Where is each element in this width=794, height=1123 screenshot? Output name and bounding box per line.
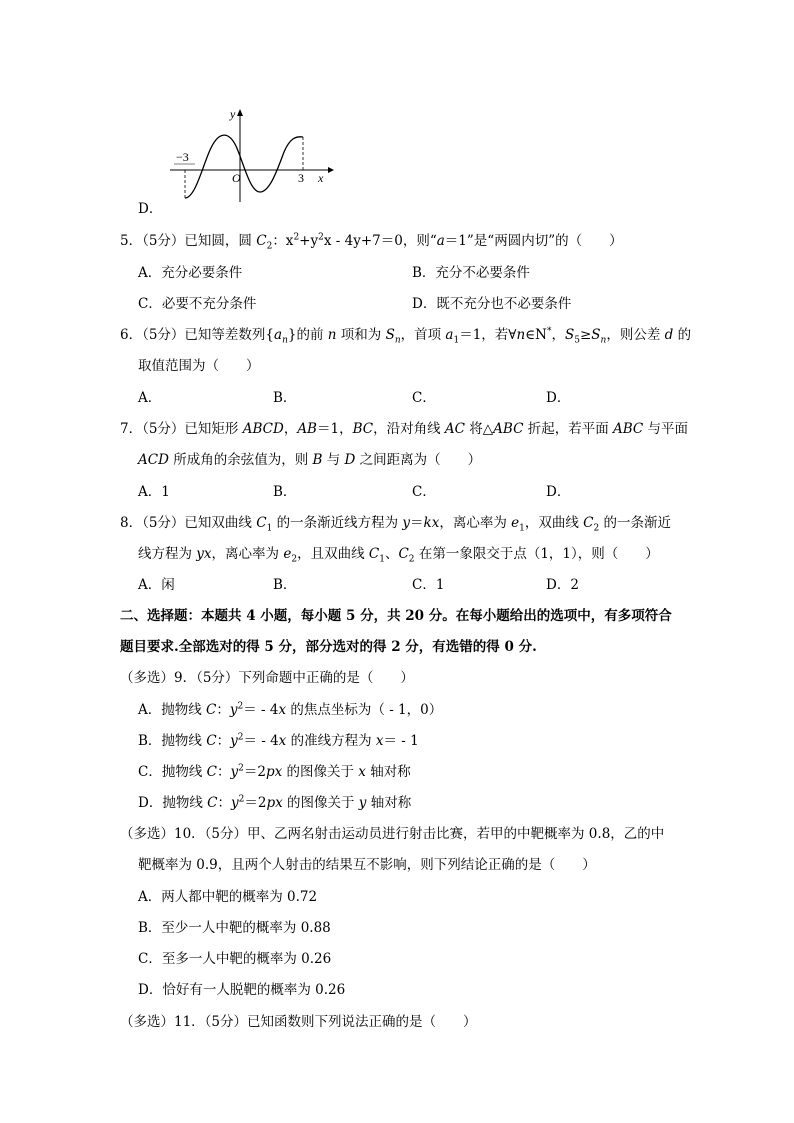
q9a-t1: A．抛物线: [138, 702, 207, 718]
q8-stem-line1: [120, 511, 672, 534]
q6-option-a: A．: [138, 390, 162, 406]
q8-c1-sub: 1: [266, 523, 273, 534]
q6-t9: 的: [673, 327, 692, 343]
q7-b: B: [312, 452, 323, 468]
q5-option-b: B．充分不必要条件: [412, 265, 530, 281]
q5-option-a: A．充分必要条件: [138, 265, 243, 281]
neg3-label: −3: [176, 150, 189, 164]
q7-t6: 折起，若平面: [523, 421, 614, 437]
q10-stem-line2: 靶概率为 0.9，且两个人射击的结果互不影响，则下列结论正确的是（ ）: [138, 857, 596, 873]
q10-option-c: C．至多一人中靶的概率为 0.26: [138, 951, 332, 967]
q9a-c: C: [206, 702, 217, 718]
q8-e2: e: [283, 546, 292, 562]
q5-sup-2: 2: [318, 232, 324, 243]
q7-stem-line2: [138, 448, 481, 468]
q7-acd: ACD: [138, 452, 169, 468]
q9a-x: x: [278, 702, 287, 718]
q9-option-d: [138, 791, 411, 811]
q7-t4: ，沿对角线: [373, 421, 445, 437]
q9b-sq: 2: [237, 732, 244, 743]
q9c-x: x: [358, 764, 366, 780]
q6-n: n: [327, 327, 337, 343]
q7-bc: BC: [352, 421, 374, 437]
q6-t5: ＝1，若∀: [459, 327, 517, 343]
q4-option-d: D．: [138, 201, 163, 217]
q9b-x: x: [278, 733, 287, 749]
section2-heading-line2: 题目要求.全部选对的得 5 分，部分选对的得 2 分，有选错的得 0 分.: [120, 639, 537, 655]
q9b-t1: B．抛物线: [138, 733, 207, 749]
q9b-t3: 的准线方程为: [286, 733, 376, 749]
q6-ge: ≥: [579, 327, 592, 343]
q6-s5-sub: 5: [574, 335, 580, 346]
q5-text-5: ＝1”是“两圆内切”的（ ）: [444, 233, 623, 249]
q8-c1b-sub: 1: [379, 554, 385, 565]
q7-t1: 7．（5分）已知矩形: [120, 421, 243, 437]
q8-e2-sub: 2: [291, 554, 298, 565]
q8-option-a: A．闲: [138, 577, 175, 593]
q9d-y: y: [230, 795, 239, 811]
q6-t3: 项和为: [336, 327, 386, 343]
q9a-sq: 2: [237, 701, 244, 712]
q6-t4: ，首项: [400, 327, 446, 343]
q9c-colon: ：: [216, 764, 231, 780]
q7-option-a: A．1: [138, 484, 170, 500]
q9d-t4: 轴对称: [366, 795, 412, 811]
pos3-label: 3: [298, 171, 304, 185]
q9c-px: px: [265, 764, 283, 780]
q7-abc: ABC: [493, 421, 524, 437]
q7-t9: 与: [322, 452, 345, 468]
q9c-sq: 2: [238, 763, 244, 774]
q8-c2b-sub: 2: [408, 554, 415, 565]
q6-t7: ，: [551, 327, 565, 343]
q8-t8: ，离心率为: [211, 546, 284, 562]
x-axis-label: x: [318, 171, 324, 185]
q6-a1-sub: 1: [453, 335, 460, 346]
q7-option-c: C．: [412, 484, 436, 500]
q9c-t3: 的图像关于: [282, 764, 359, 780]
q6-option-b: B．: [273, 390, 297, 406]
q7-stem-line1: [120, 417, 688, 437]
q7-ac: AC: [444, 421, 465, 437]
x-axis-arrow: [328, 167, 334, 173]
q7-option-d: D．: [546, 484, 571, 500]
q6-s: S: [385, 327, 395, 343]
q5-stem: [120, 229, 623, 252]
q9a-colon: ：: [216, 702, 230, 718]
q9-option-c: [138, 760, 411, 780]
q8-t5: ，双曲线: [524, 515, 584, 531]
sine-curve: [185, 135, 303, 198]
q8-c1b: C: [368, 546, 380, 562]
q5-option-d: D．既不充分也不必要条件: [412, 296, 572, 312]
q9c-c: C: [206, 764, 217, 780]
q8-option-d: D．2: [546, 577, 579, 593]
q8-y: y: [402, 515, 411, 531]
q9b-t4: ＝ - 1: [383, 733, 419, 749]
q7-option-b: B．: [273, 484, 297, 500]
q9d-t1: D．抛物线: [138, 795, 208, 811]
q8-t9: ，且双曲线: [297, 546, 369, 562]
q9d-y2: y: [358, 795, 367, 811]
q9c-y: y: [230, 764, 239, 780]
q7-abc2: ABC: [613, 421, 644, 437]
q5-text-3: +y: [299, 233, 319, 249]
q9d-t2: ＝2: [244, 795, 267, 811]
q9-stem: （多选）9．（5分）下列命题中正确的是（ ）: [120, 670, 414, 686]
q5-option-c: C．必要不充分条件: [138, 296, 257, 312]
q10-option-d: D．恰好有一人脱靶的概率为 0.26: [138, 982, 346, 998]
q8-t4: ，离心率为: [439, 515, 512, 531]
q6-option-d: D．: [546, 390, 571, 406]
q6-a1: a: [445, 327, 454, 343]
sine-graph-figure: [160, 100, 340, 208]
q6-sn2-sub: n: [600, 335, 607, 346]
q9a-t3: 的焦点坐标为（ - 1，0）: [286, 702, 443, 718]
q9b-c: C: [206, 733, 217, 749]
q8-t3: ＝: [410, 515, 424, 531]
q8-t11: 在第一象限交于点（1，1），则（ ）: [414, 546, 659, 562]
q5-a: a: [436, 233, 445, 249]
q8-t10: 、: [384, 546, 399, 562]
q8-c2: C: [583, 515, 594, 531]
q6-d: d: [664, 327, 674, 343]
q9d-colon: ：: [217, 795, 231, 811]
q6-n-sub: n: [282, 335, 288, 346]
q8-c2b: C: [398, 546, 409, 562]
q6-s2: S: [591, 327, 601, 343]
q6-option-c: C．: [412, 390, 436, 406]
q10-option-a: A．两人都中靶的概率为 0.72: [138, 889, 318, 905]
q7-abcd: ABCD: [242, 421, 284, 437]
q6-t2: }的前: [287, 327, 328, 343]
q6-n2: n: [516, 327, 526, 343]
q6-t1: 6．（5分）已知等差数列{: [120, 327, 275, 343]
q9b-t2: ＝ - 4: [243, 733, 279, 749]
q7-ab: AB: [297, 421, 317, 437]
q9-option-b: [138, 729, 419, 749]
q5-sub: 2: [266, 241, 273, 252]
q10-stem-line1: （多选）10．（5分）甲、乙两名射击运动员进行射击比赛，若甲的中靶概率为 0.8，乙的中: [120, 826, 665, 842]
q9a-y: y: [229, 702, 238, 718]
q5-text-4: x - 4y+7＝0，则“: [323, 233, 437, 249]
q6-stem-line1: [120, 323, 692, 346]
q8-c2-sub: 2: [593, 523, 600, 534]
q11-stem: （多选）11．（5分）已知函数则下列说法正确的是（ ）: [120, 1014, 477, 1030]
q6-a: a: [274, 327, 283, 343]
q8-option-c: C．1: [412, 577, 445, 593]
q9-option-a: [138, 698, 442, 718]
q8-c1: C: [256, 515, 267, 531]
q10-option-b: B．至少一人中靶的概率为 0.88: [138, 920, 331, 936]
q6-stem-line2: 取值范围为（ ）: [138, 358, 260, 374]
q9c-t4: 轴对称: [365, 764, 411, 780]
q8-t1: 8．（5分）已知双曲线: [120, 515, 257, 531]
q9b-colon: ：: [216, 733, 231, 749]
section2-heading-line1: 二、选择题：本题共 4 小题，每小题 5 分，共 20 分。在每小题给出的选项中，有多项符合: [120, 608, 672, 624]
q6-star: *: [546, 326, 552, 337]
q5-sup-1: 2: [293, 232, 300, 243]
q7-t3: ＝1，: [316, 421, 353, 437]
q9d-px: px: [266, 795, 283, 811]
q6-t6: ∈N: [525, 327, 547, 343]
q9c-t2: ＝2: [243, 764, 266, 780]
y-axis-label: y: [230, 107, 236, 121]
q7-t7: 与平面: [643, 421, 689, 437]
q8-stem-line2: [138, 542, 659, 565]
q8-t2: 的一条渐近线方程为: [272, 515, 403, 531]
q9c-t1: C．抛物线: [138, 764, 207, 780]
y-axis-arrow: [237, 109, 243, 116]
q8-t6: 的一条渐近: [599, 515, 672, 531]
q7-t5: 将△: [464, 421, 494, 437]
q6-s5: S: [564, 327, 575, 343]
q8-yx: yx: [196, 546, 212, 562]
q7-d: D: [344, 452, 356, 468]
q9d-t3: 的图像关于: [282, 795, 359, 811]
q5-c: C: [256, 233, 267, 249]
q9b-y: y: [230, 733, 238, 749]
q9d-c: C: [207, 795, 218, 811]
q6-sn-sub: n: [394, 335, 401, 346]
q9b-x2: x: [375, 733, 384, 749]
q8-e1-sub: 1: [519, 523, 525, 534]
q8-e1: e: [511, 515, 520, 531]
q5-text-2: ：x: [272, 233, 294, 249]
q9d-sq: 2: [238, 794, 245, 805]
q8-kx: kx: [423, 515, 440, 531]
q7-t10: 之间距离为（ ）: [355, 452, 482, 468]
q6-t8: ，则公差: [606, 327, 665, 343]
q7-t2: ，: [283, 421, 298, 437]
q5-text-1: 5．（5分）已知圆，圆: [120, 233, 257, 249]
q8-option-b: B．: [273, 577, 297, 593]
q7-t8: 所成角的余弦值为，则: [168, 452, 313, 468]
origin-label: O: [232, 171, 241, 185]
q9a-t2: ＝ - 4: [243, 702, 279, 718]
q8-t7: 线方程为: [138, 546, 197, 562]
